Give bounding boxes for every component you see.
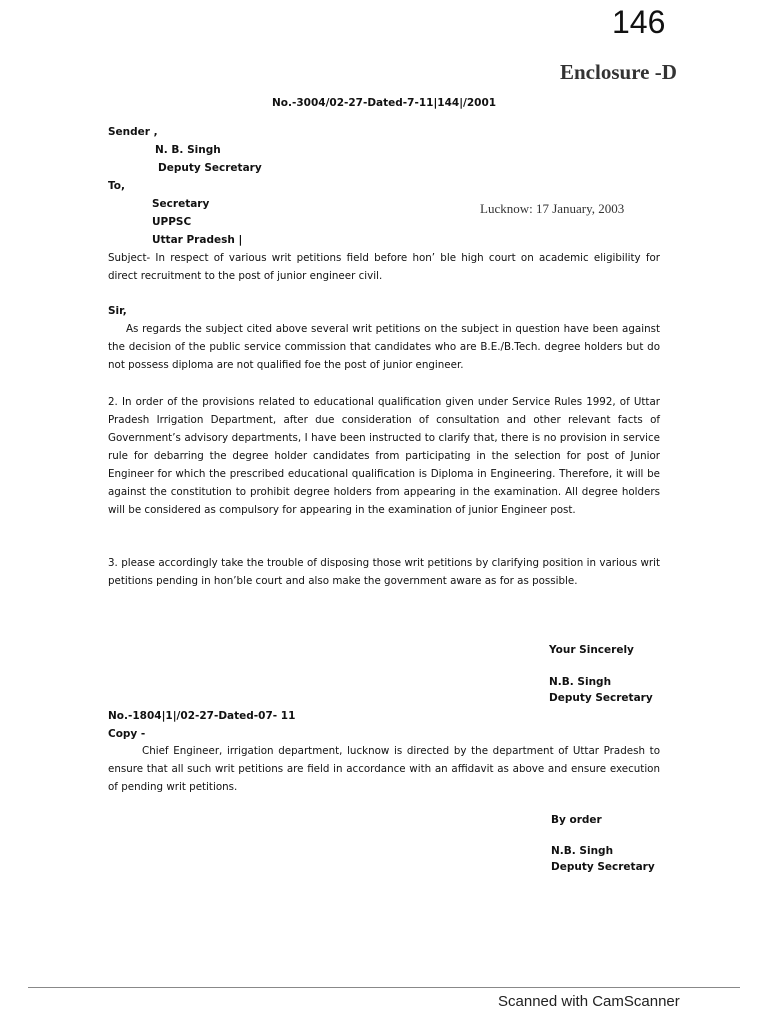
body-paragraph-3: 3. please accordingly take the trouble of disposing those writ petitions by clarifying position in various writ petitions pending in hon’ble court and also make the government aware as for as possible. (108, 557, 660, 587)
recipient-label: To, (108, 180, 125, 192)
copy-label: Copy - (108, 728, 146, 740)
enclosure-heading: Enclosure -D (560, 60, 677, 84)
footer-divider (28, 987, 740, 988)
order-designation: Deputy Secretary (551, 861, 655, 873)
signoff-designation: Deputy Secretary (549, 692, 653, 704)
sender-label: Sender , (108, 126, 158, 138)
salutation: Sir, (108, 305, 127, 317)
order-closing: By order (551, 814, 602, 826)
signoff-name: N.B. Singh (549, 676, 612, 688)
scanner-footer: Scanned with CamScanner (498, 993, 680, 1010)
order-name: N.B. Singh (551, 845, 614, 857)
sender-name: N. B. Singh (155, 144, 221, 156)
copy-reference: No.-1804|1|/02-27-Dated-07- 11 (108, 710, 296, 722)
body-paragraph-1: As regards the subject cited above several writ petitions on the subject in question have been against the decision of the public service commission that candidates who are B.E./B.Tech. degree holders but do not possess diploma are not qualified foe the post of junior engineer. (108, 323, 660, 371)
reference-number: No.-3004/02-27-Dated-7-11|144|/2001 (272, 97, 497, 109)
date-line: Lucknow: 17 January, 2003 (480, 201, 625, 216)
body-paragraph-2: 2. In order of the provisions related to educational qualification given under Service Rules 1992, of Uttar Pradesh Irrigation Department, after due consideration of consultation and other relevant facts of Government’s advisory departments, I have been instructed to clarify that, there is no provision in service rule for debarring the degree holder candidates from participating in the selection for post of Junior Engineer for which the prescribed educational qualification is Diploma in Engineering. Therefore, it will be against the constitution to prohibit degree holders from appearing in the examination. All degree holders will be considered as compulsory for appearing in the examination of junior Engineer post. (108, 396, 660, 516)
recipient-line1: Secretary (152, 198, 210, 210)
recipient-line3: Uttar Pradesh | (152, 234, 243, 246)
recipient-line2: UPPSC (152, 216, 192, 228)
subject-paragraph: Subject- In respect of various writ petitions field before hon’ ble high court on academic eligibility for direct recruitment to the post of junior engineer civil. (108, 252, 660, 282)
sender-designation: Deputy Secretary (158, 162, 262, 174)
copy-body: Chief Engineer, irrigation department, lucknow is directed by the department of Uttar Pradesh to ensure that all such writ petitions are field in accordance with an affidavit as above and ensure execution of pending writ petitions. (108, 745, 660, 793)
signoff-closing: Your Sincerely (549, 644, 634, 656)
page-number: 146 (612, 4, 666, 40)
